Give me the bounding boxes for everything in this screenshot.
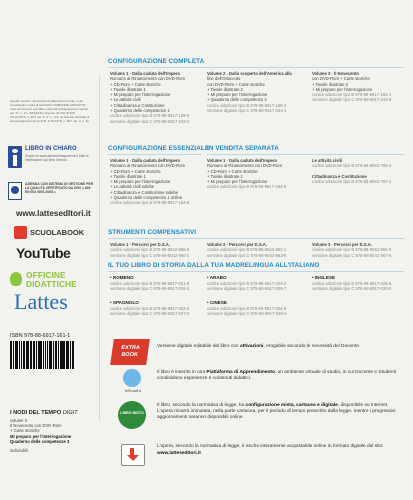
extrabook-text-bold: attivazioni — [239, 344, 264, 349]
opera-description — [157, 444, 397, 457]
lattes-wordmark: Lattes — [14, 289, 68, 314]
completa-column-3 — [312, 71, 404, 103]
line-item: + CD-Rom + Carte storiche — [207, 168, 258, 174]
legal-notice: Questo volume, sprovvisto di talloncino a fronte, è da considerarsi copia di SAGGIO-CAMPIONE GRATUITO, fuori commercio (vendita e altri atti di disposizione vietati: art. 17, c. 2 L. 633/1941). Esente da IVA (D.P.R. 26.10.1972, n. 633, art. 2, 3° c., lett. d). Esente da bolla di accompagnamento (D.P.R. 6.10.1978, n. 627, art. 4, n. 6). — [10, 99, 90, 123]
lesmart-text-2: , un ambiente virtuale di studio, in cui Docente e Studenti condividono esperienze e contenuti didattici. — [157, 370, 396, 382]
line-item: fine dell'Ottocento — [207, 76, 241, 82]
region-code-line: versione digitale tipo C 978-88-6917-026-3 — [110, 286, 190, 292]
opera-website-link[interactable]: www.lattesedItori.it — [157, 451, 201, 457]
line-item: + Mi preparo per l'interrogazione — [110, 92, 171, 98]
region-spagnolo — [110, 300, 204, 317]
summary-quaderno: Quaderno delle competenze 3 — [10, 438, 70, 444]
compensativi-column-2 — [207, 242, 307, 258]
completa-column-2 — [207, 71, 307, 113]
libro-in-chiaro-text: Scopri su www.adozionitrasparenti.it tutte le informazioni sul libro di testo. — [25, 154, 89, 163]
line-item: Volume 2 · Percorsi per D.S.A. — [207, 242, 267, 247]
line-item: Volume 1 · Dalla caduta dell'Impero — [110, 71, 181, 76]
rule-madrelingua — [108, 271, 404, 272]
barcode-bar — [67, 341, 68, 369]
lesmart-icon — [123, 369, 141, 387]
region-inglese — [312, 275, 404, 292]
line-item: Volume 2 · Dalla scoperta dell'America alla — [207, 71, 292, 76]
barcode-bar — [51, 341, 52, 369]
line-item: con DVD-Rom + Carte storiche — [207, 81, 265, 87]
officine-didattiche-logo[interactable] — [10, 270, 96, 314]
series-title — [10, 410, 98, 416]
region-cinese — [207, 300, 307, 317]
series-title-suffix: DIGIT — [62, 410, 78, 416]
region-code-line: versione digitale tipo C 978-88-6917-028-7 — [207, 286, 287, 292]
rule-separata — [207, 154, 404, 155]
misto-text-1: Il libro, secondo la normativa di legge, ha — [157, 403, 246, 408]
extrabook-description — [157, 344, 397, 350]
scuolabook-icon — [14, 226, 27, 239]
line-item: + Cittadinanza e Costituzione solebe — [110, 189, 179, 195]
completa-column-1 — [110, 71, 204, 124]
line-item: Cittadinanza e Costituzione — [312, 173, 367, 179]
line-item: + Quaderno delle competenze 1 — [110, 108, 170, 114]
region-romeno — [110, 275, 204, 292]
line-item: + Tavole illustrate 2 — [207, 86, 243, 92]
line-item: Volume 3 · Percorsi per D.S.A. — [312, 242, 372, 247]
line-item: + Tavole illustrate 1 — [110, 173, 146, 179]
publisher-website-link[interactable]: www.lattesedItori.it — [16, 209, 91, 218]
line-item: + Le attività civili — [110, 97, 141, 103]
line-item: versione digitale tipo C 978-88-6917-245-8 — [312, 97, 392, 103]
libro-misto-description — [157, 403, 397, 422]
summary-indivisibili: indivisibili — [10, 448, 28, 454]
line-item: codice adozione tipo B 978-88-8042-858-9 — [110, 247, 190, 253]
line-item: codice adozione tipo B 978-88-8042-962-1 — [207, 247, 287, 253]
barcode-bar — [34, 341, 35, 369]
barcode-bar — [13, 341, 14, 369]
column-divider — [99, 75, 100, 420]
region-code-line: versione digitale tipo C 978-88-6917-029-4 — [207, 311, 287, 317]
rule-compensativi — [108, 238, 404, 239]
barcode-bar — [16, 341, 18, 369]
heading-madrelingua: IL TUO LIBRO DI STORIA DALLA TUA MADRELINGUA ALL'ITALIANO — [108, 262, 320, 269]
line-item: codice adozione tipo B 978-88-6917-162-8 — [110, 200, 190, 206]
line-item: + Mi preparo per l'interrogazione — [312, 86, 373, 92]
dnv-certification-icon — [8, 182, 22, 200]
region-arabo — [207, 275, 307, 292]
essenziale-column-1 — [110, 158, 204, 206]
rule-completa — [108, 67, 404, 68]
misto-text-bold: configurazione mista, cartacea e digitale — [245, 403, 338, 408]
region-code-line: codice adozione tipo B 978-88-6917-023-2 — [207, 281, 287, 286]
isbn-barcode — [10, 341, 76, 369]
officine-line1: OFFICINE — [26, 270, 66, 280]
misto-text-2: , disponibile su Internet. L'opera rimarrà immutata, nella parte cartacea, per il periodo di tempo prescritto dalla legge, mentre i progressivi aggiornamenti saranno disponibili online. — [157, 403, 396, 421]
region-code-line: versione digitale tipo C 978-88-6917-030-0 — [312, 286, 392, 292]
product-summary — [10, 410, 98, 453]
barcode-bar — [23, 341, 24, 369]
certification-block — [8, 182, 96, 204]
line-item: codice adozione tipo B 978-88-8042-796-4 — [312, 163, 392, 169]
libro-in-chiaro-title: LIBRO IN CHIARO — [25, 146, 77, 152]
line-item: Le attività civili — [312, 158, 343, 163]
line-item: + CD-Rom + Carte storiche — [110, 81, 161, 87]
region-title: • ARABO — [207, 275, 227, 280]
line-item: + Quaderno delle competenze 1 online — [110, 195, 183, 201]
summary-desc1: Il Novecento con DVD-Rom — [10, 423, 62, 429]
region-title: • CINESE — [207, 300, 227, 305]
line-item: codice adozione tipo B 978-88-8042-966-9 — [312, 247, 392, 253]
barcode-bar — [11, 341, 12, 369]
region-code-line: codice adozione tipo B 978-88-6917-024-9 — [207, 306, 287, 311]
barcode-bar — [30, 341, 32, 369]
line-item: + Tavole illustrate 3 — [312, 81, 348, 87]
lesmart-label: leSmart.it — [124, 389, 142, 393]
youtube-label: YouTube — [16, 245, 71, 261]
extrabook-text-tail: , erogabile secondo le necessità del Docente. — [263, 344, 361, 349]
heading-configurazione-completa: CONFIGURAZIONE COMPLETA — [108, 58, 205, 65]
line-item: versione digitale tipo C 978-88-8042-860-2 — [110, 252, 190, 258]
extrabook-badge[interactable] — [110, 339, 150, 365]
lesmart-logo[interactable] — [116, 369, 150, 397]
heading-strumenti-compensativi: STRUMENTI COMPENSATIVI — [108, 229, 197, 236]
barcode-bar — [39, 341, 40, 369]
barcode-bar — [28, 341, 29, 369]
compensativi-column-3 — [312, 242, 404, 258]
heading-in-vendita-separata: IN VENDITA SEPARATA — [207, 145, 279, 152]
line-item: + Le attività civili solebe — [110, 184, 155, 190]
line-item: Romano al Rinascimento con DVD-Rom — [110, 163, 185, 169]
line-item: + Tavole illustrate 1 — [110, 86, 146, 92]
line-item: versione digitale tipo C 978-88-8042-967-6 — [312, 252, 392, 258]
barcode-bar — [24, 341, 25, 369]
certification-text: AZIENDA CON SISTEMA DI GESTIONE PER LA QUALITÀ CERTIFICATO DA DNV = UNI EN ISO 9001:2008 = — [25, 182, 94, 195]
lesmart-description — [157, 370, 397, 382]
info-icon — [8, 146, 22, 168]
digital-download-icon — [121, 444, 145, 466]
line-item: versione digitale tipo C 978-88-6917-244-1 — [207, 108, 287, 114]
barcode-bar — [56, 341, 57, 369]
barcode-bar — [45, 341, 47, 369]
line-item: codice adozione tipo B 978-88-8042-797-1 — [312, 179, 392, 185]
youtube-logo[interactable] — [16, 245, 76, 265]
barcode-bar — [47, 341, 48, 369]
line-item: codice adozione tipo B 978-88-6917-159-8 — [110, 113, 190, 119]
barcode-bar — [36, 341, 37, 369]
line-item: + Quaderno delle competenze 2 — [207, 97, 267, 103]
line-item: codice adozione tipo B 978-88-6917-161-1 — [312, 92, 392, 98]
heading-configurazione-essenziale: CONFIGURAZIONE ESSENZIALE — [108, 145, 210, 152]
line-item: Romano al Rinascimento con DVD-Rom — [110, 76, 185, 82]
compensativi-column-1 — [110, 242, 204, 258]
region-title: • INGLESE — [312, 275, 336, 280]
libro-misto-badge — [118, 401, 146, 429]
opera-text: L'opera, secondo la normativa di legge, è anche interamente acquistabile online in formato digitale dal sito: — [157, 444, 384, 449]
scuolabook-logo[interactable] — [14, 225, 85, 240]
region-title: • SPAGNOLO — [110, 300, 139, 305]
region-code-line: versione digitale tipo C 978-88-6917-027-0 — [110, 311, 190, 317]
lesmart-text-bold: Piattaforma di Apprendimento — [206, 370, 275, 375]
officine-line2: DIDATTICHE — [26, 279, 77, 289]
line-item: versione digitale tipo C 978-88-8042-963-8 — [207, 252, 287, 258]
barcode-bar — [73, 341, 74, 369]
line-item: Romano al Rinascimento con DVD-Rom — [207, 163, 282, 169]
separata-column-1 — [207, 158, 307, 190]
scuolabook-label: SCUOLABOOK — [30, 228, 85, 237]
barcode-bar — [53, 341, 54, 369]
region-code-line: codice adozione tipo B 978-88-6917-021-8 — [110, 281, 190, 286]
rule-essenziale — [108, 154, 201, 155]
line-item: versione digitale tipo C 978-88-6917-243-4 — [110, 118, 190, 124]
line-item: Volume 3 · Il Novecento — [312, 71, 359, 76]
region-title: • ROMENO — [110, 275, 134, 280]
isbn-text: ISBN 978-88-6917-161-1 — [10, 333, 71, 339]
line-item: Volume 1 · Dalla caduta dell'Impero — [207, 158, 278, 163]
series-title-main: I NODI DEL TEMPO — [10, 410, 62, 416]
line-item: + Mi preparo per l'interrogazione — [207, 179, 268, 185]
barcode-bar — [62, 341, 63, 369]
line-item: Volume 1 · Dalla caduta dell'Impero — [110, 158, 181, 163]
lesmart-text-1: Il libro è inserito in una — [157, 370, 207, 375]
libro-in-chiaro-block[interactable] — [8, 146, 96, 176]
line-item: + Cittadinanza e Costituzione — [110, 102, 165, 108]
barcode-bar — [70, 341, 71, 369]
line-item: + CD-Rom + Carte storiche — [110, 168, 161, 174]
barcode-bar — [58, 341, 59, 369]
separata-column-2 — [312, 158, 404, 184]
barcode-bar — [64, 341, 65, 369]
line-item: codice adozione tipo B 978-88-6917-163-5 — [207, 184, 287, 190]
barcode-bar — [41, 341, 42, 369]
summary-prep: Mi preparo per l'interrogazione — [10, 433, 72, 439]
barcode-bar — [19, 341, 20, 369]
extrabook-label: EXTRA BOOK — [120, 345, 141, 358]
libro-misto-label: LIBRO MISTO — [120, 411, 144, 415]
line-item: Volume 1 · Percorsi per D.S.A. — [110, 242, 170, 247]
extrabook-text-plain: Versione digitale editabile del libro con — [157, 344, 240, 349]
line-item: + Tavole illustrate 1 — [207, 173, 243, 179]
region-code-line: codice adozione tipo B 978-88-6917-022-5 — [110, 306, 190, 311]
region-code-line: codice adozione tipo B 978-88-6917-025-6 — [312, 281, 392, 286]
line-item: + Mi preparo per l'interrogazione — [110, 179, 171, 185]
line-item: + Mi preparo per l'interrogazione — [207, 92, 268, 98]
summary-desc2: + Carte storiche — [10, 428, 40, 434]
summary-volume: volume 3 — [10, 418, 27, 423]
line-item: codice adozione tipo B 978-88-6917-160-4 — [207, 102, 287, 108]
line-item: con DVD-Rom + Carte storiche — [312, 76, 370, 82]
officine-icon — [10, 272, 22, 286]
